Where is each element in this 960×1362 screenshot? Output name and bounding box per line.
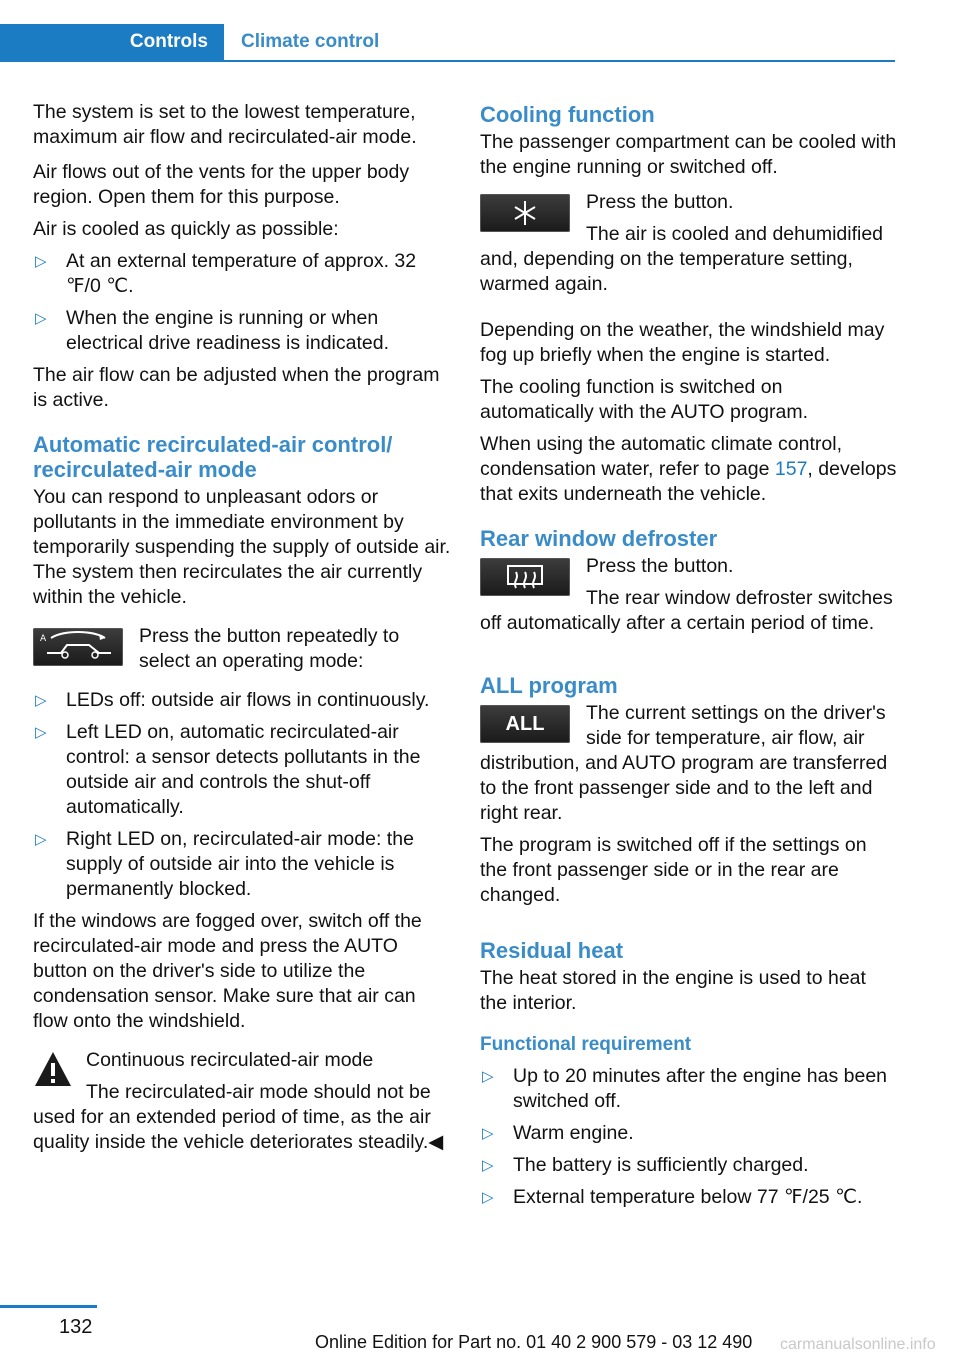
paragraph: The system is set to the lowest temperature, maximum air flow and recirculated-air mode. (33, 101, 417, 148)
list-item: ▷ Up to 20 minutes after the engine has been switched off. (482, 1065, 888, 1112)
rear-window-defroster-button-icon (480, 558, 570, 596)
all-button-icon: ALL (480, 705, 570, 743)
bullet-list (480, 1064, 898, 1210)
snowflake-button-icon (480, 194, 570, 232)
list-item: ▷ When the engine is running or when electrical drive readiness is indicated. (35, 307, 389, 354)
cooling-button-instruction (480, 190, 898, 304)
paragraph: The air is cooled and dehumidified and, depending on the temperature setting, warmed again. (480, 223, 884, 295)
paragraph: The passenger compartment can be cooled with the engine running or switched off. (480, 131, 897, 178)
list-item: ▷ LEDs off: outside air flows in continuously. (35, 689, 430, 711)
triangle-right-icon: ▷ (35, 692, 47, 709)
paragraph: You can respond to unpleasant odors or pollutants in the immediate environment by temporarily suspending the supply of outside air. The system then recirculates the air currently within the vehicle. (33, 486, 451, 608)
warning-note (33, 1048, 451, 1162)
list-item: ▷ Right LED on, recirculated-air mode: the supply of outside air into the vehicle is permanently blocked. (35, 828, 414, 900)
page-link-157[interactable]: 157 (774, 458, 808, 480)
press-button-text: Press the button. (586, 555, 734, 577)
paragraph: When using the automatic climate control, condensation water, refer to page 157, develops that exits underneath the vehicle. (480, 433, 897, 505)
warning-text: The recirculated-air mode should not be used for an extended period of time, as the air quality inside the vehicle deteriorates steadily.◀ (33, 1081, 444, 1153)
page-header (0, 24, 895, 62)
triangle-right-icon: ▷ (35, 724, 47, 741)
tab-controls[interactable]: Controls (0, 24, 224, 60)
paragraph: The heat stored in the engine is used to heat the interior. (480, 967, 866, 1014)
section-heading-all-program: ALL program (480, 673, 618, 698)
bullet-list (33, 249, 451, 356)
triangle-right-icon: ▷ (35, 310, 47, 327)
paragraph: The rear window defroster switches off automatically after a certain period of time. (480, 587, 893, 634)
svg-text:A: A (40, 634, 47, 644)
recirculated-air-button-icon (33, 628, 123, 666)
warning-title: Continuous recirculated-air mode (86, 1049, 374, 1071)
all-button-instruction (480, 701, 898, 833)
rear-button-instruction (480, 554, 898, 643)
footer-divider (0, 1305, 97, 1308)
paragraph: The air flow can be adjusted when the program is active. (33, 364, 440, 411)
right-column (480, 100, 898, 1217)
list-item: ▷ Left LED on, automatic recirculated-air control: a sensor detects pollutants in the outside air and controls the shut-off automatically. (35, 721, 421, 818)
warning-triangle-icon (33, 1050, 73, 1088)
paragraph: The cooling function is switched on automatically with the AUTO program. (480, 376, 809, 423)
watermark: carmanualsonline.info (780, 1336, 936, 1353)
list-item: ▷ At an external temperature of approx. 32 ℉/0 ℃. (35, 250, 417, 297)
triangle-right-icon: ▷ (35, 253, 47, 270)
paragraph: Air flows out of the vents for the upper body region. Open them for this purpose. (33, 161, 410, 208)
paragraph: If the windows are fogged over, switch off the recirculated-air mode and press the AUTO button on the driver's side to utilize the condensation sensor. Make sure that air can flow onto the windshield. (33, 910, 422, 1032)
subheading-functional-requirement: Functional requirement (480, 1034, 692, 1055)
header-divider (0, 60, 895, 62)
list-item: ▷ The battery is sufficiently charged. (482, 1154, 809, 1176)
paragraph: The program is switched off if the settings on the front passenger side or in the rear are changed. (480, 834, 867, 906)
paragraph: The current settings on the driver's side for temperature, air flow, air distribution, and AUTO program are transferred to the front passenger side and to the left and right rear. (480, 702, 888, 824)
edition-text: Online Edition for Part no. 01 40 2 900 579 - 03 12 490 (315, 1332, 753, 1352)
recirc-button-text: Press the button repeatedly to select an operating mode: (139, 625, 400, 672)
tab-climate-control[interactable]: Climate control (224, 24, 895, 60)
press-button-text: Press the button. (586, 191, 734, 213)
section-heading-residual-heat: Residual heat (480, 938, 624, 963)
page-number: 132 (59, 1316, 93, 1338)
triangle-right-icon: ▷ (482, 1157, 494, 1174)
paragraph: Air is cooled as quickly as possible: (33, 218, 339, 240)
recirc-button-instruction (33, 624, 451, 674)
section-heading-cooling: Cooling function (480, 102, 655, 127)
left-column (33, 100, 451, 1162)
paragraph: Depending on the weather, the windshield may fog up briefly when the engine is started. (480, 319, 885, 366)
list-item: ▷ Warm engine. (482, 1122, 634, 1144)
triangle-right-icon: ▷ (482, 1068, 494, 1085)
triangle-right-icon: ▷ (482, 1189, 494, 1206)
section-heading-rear-window-defroster: Rear window defroster (480, 526, 718, 551)
triangle-right-icon: ▷ (35, 831, 47, 848)
triangle-right-icon: ▷ (482, 1125, 494, 1142)
list-item: ▷ External temperature below 77 ℉/25 ℃. (482, 1186, 863, 1208)
section-heading-recirculated-air: Automatic recirculated-air control/ recirculated-air mode (33, 432, 393, 482)
bullet-list (33, 688, 451, 902)
